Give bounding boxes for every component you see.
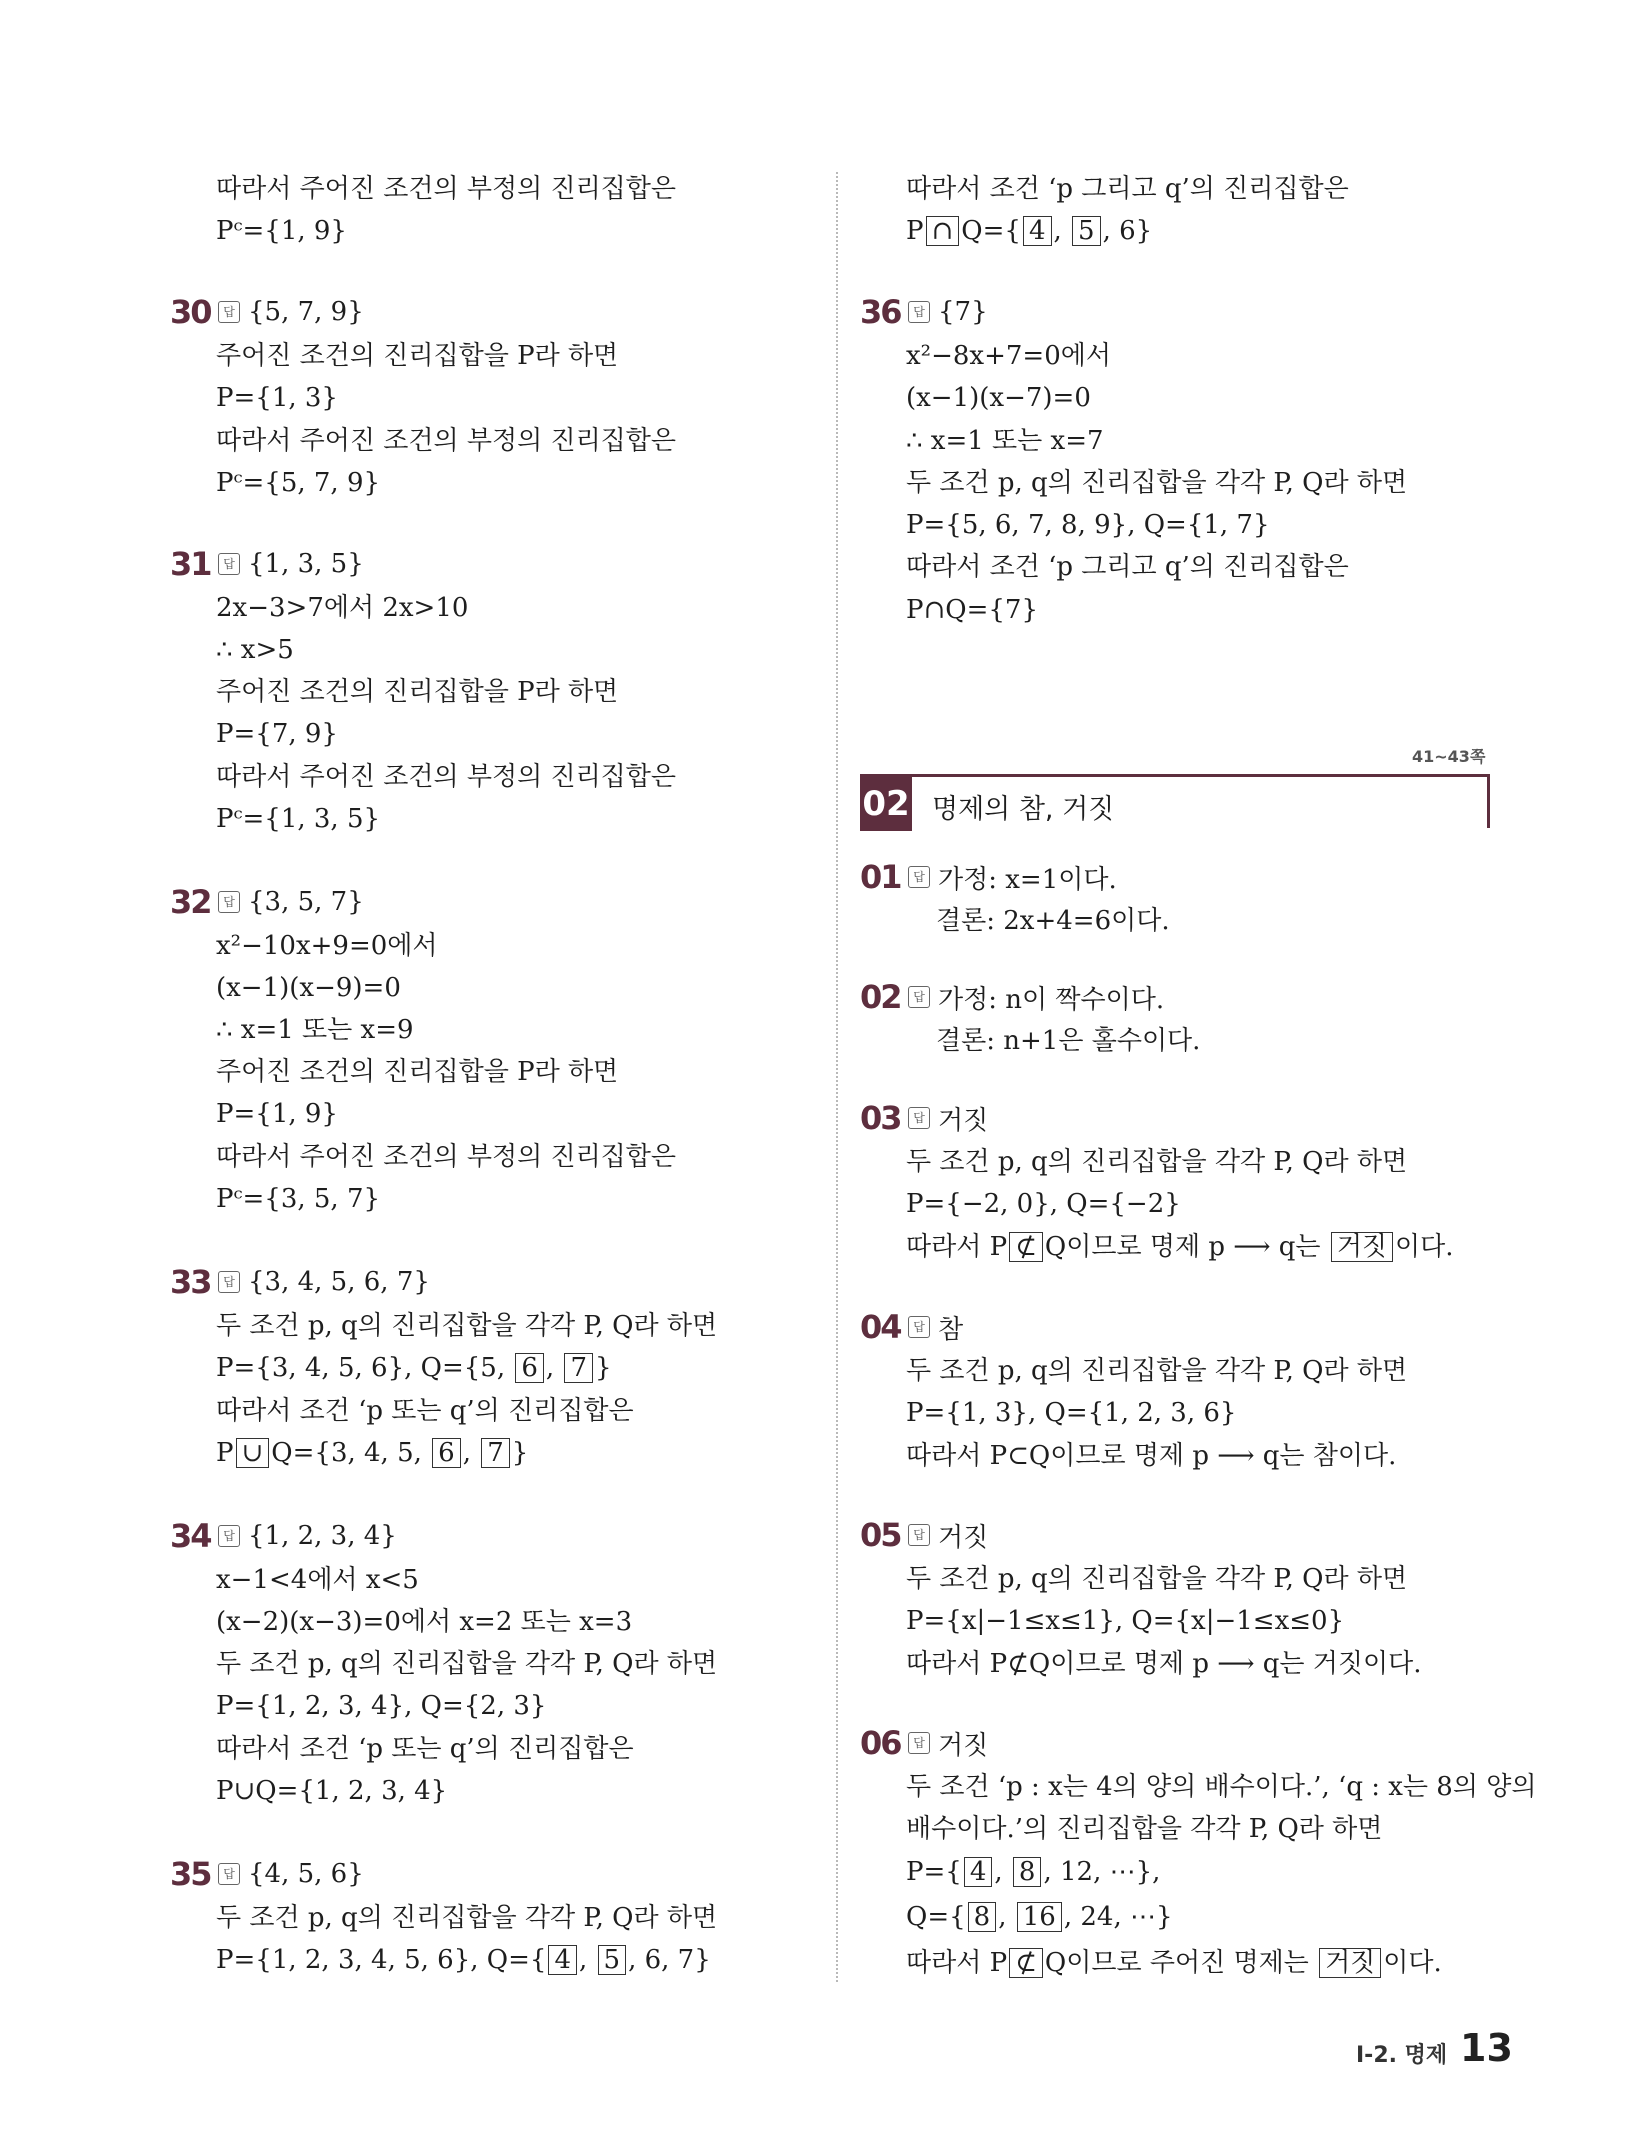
solution-line: 두 조건 p, q의 진리집합을 각각 P, Q라 하면 bbox=[216, 1311, 718, 1341]
solution-line: 2x−3>7에서 2x>10 bbox=[216, 593, 469, 623]
solution-line: ∴ x=1 또는 x=9 bbox=[216, 1015, 414, 1045]
answer-mark-icon: 답 bbox=[908, 1107, 930, 1129]
question-number: 30 bbox=[170, 293, 211, 331]
answer-mark-icon: 답 bbox=[908, 1732, 930, 1754]
section-title: 명제의 참, 거짓 bbox=[932, 794, 1115, 825]
solution-line: 따라서 주어진 조건의 부정의 진리집합은 bbox=[216, 174, 677, 204]
question-answer: {7} bbox=[938, 297, 988, 327]
solution-line: 따라서 조건 ‘p 또는 q’의 진리집합은 bbox=[216, 1734, 634, 1764]
solution-line: 따라서 조건 ‘p 또는 q’의 진리집합은 bbox=[216, 1396, 634, 1426]
solution-line: Pᶜ={1, 9} bbox=[216, 216, 347, 246]
solution-line: P={1, 2, 3, 4, 5, 6}, Q={ 4 , 5 , 6, 7} bbox=[216, 1945, 711, 1975]
answer-mark-icon: 답 bbox=[908, 301, 930, 323]
solution-line: Pᶜ={3, 5, 7} bbox=[216, 1184, 381, 1214]
footer-chapter-label: I-2. 명제 bbox=[1356, 2043, 1448, 2068]
question-number: 01 bbox=[860, 858, 901, 896]
solution-line: P={1, 3} bbox=[216, 383, 338, 413]
boxed-answer: 거짓 bbox=[1331, 1232, 1393, 1262]
boxed-answer: 6 bbox=[432, 1438, 461, 1468]
boxed-answer: 7 bbox=[481, 1438, 510, 1468]
question-number: 05 bbox=[860, 1516, 901, 1554]
column-divider bbox=[836, 172, 838, 1982]
question-number: 02 bbox=[860, 978, 901, 1016]
solution-line: P ∪ Q={3, 4, 5, 6 , 7 } bbox=[216, 1438, 529, 1468]
question-header bbox=[860, 293, 988, 331]
solution-line: x²−10x+9=0에서 bbox=[216, 931, 438, 961]
boxed-answer: 5 bbox=[598, 1945, 627, 1975]
question-number: 31 bbox=[170, 545, 211, 583]
boxed-answer: 5 bbox=[1072, 216, 1101, 246]
answer-mark-icon: 답 bbox=[218, 553, 240, 575]
solution-line: x−1<4에서 x<5 bbox=[216, 1565, 419, 1595]
boxed-answer: 4 bbox=[1023, 216, 1052, 246]
solution-line: ∴ x>5 bbox=[216, 635, 294, 665]
question-answer: 거짓 bbox=[938, 1105, 989, 1136]
solution-line: P={1, 3}, Q={1, 2, 3, 6} bbox=[906, 1398, 1237, 1428]
question-answer: {5, 7, 9} bbox=[248, 297, 364, 327]
question-header bbox=[170, 293, 364, 331]
section-number: 02 bbox=[860, 777, 912, 831]
solution-line: 따라서 P ⊄ Q이므로 주어진 명제는 거짓 이다. bbox=[906, 1948, 1442, 1978]
boxed-answer: ∪ bbox=[236, 1438, 270, 1468]
answer-mark-icon: 답 bbox=[908, 986, 930, 1008]
page-number: 13 bbox=[1460, 2026, 1513, 2070]
boxed-answer: 6 bbox=[515, 1353, 544, 1383]
boxed-answer: 4 bbox=[964, 1857, 993, 1887]
question-header bbox=[170, 883, 364, 921]
solution-line: Pᶜ={1, 3, 5} bbox=[216, 804, 381, 834]
solution-line: 따라서 주어진 조건의 부정의 진리집합은 bbox=[216, 426, 677, 456]
solution-line: 따라서 P⊄Q이므로 명제 p ⟶ q는 거짓이다. bbox=[906, 1649, 1422, 1679]
solution-line: P ∩ Q={ 4 , 5 , 6} bbox=[906, 216, 1153, 246]
solution-line: 두 조건 p, q의 진리집합을 각각 P, Q라 하면 bbox=[216, 1649, 718, 1679]
answer-mark-icon: 답 bbox=[218, 1525, 240, 1547]
solution-line: P={3, 4, 5, 6}, Q={5, 6 , 7 } bbox=[216, 1353, 612, 1383]
solution-line: 주어진 조건의 진리집합을 P라 하면 bbox=[216, 1057, 619, 1087]
solution-line: P={−2, 0}, Q={−2} bbox=[906, 1189, 1181, 1219]
answer-mark-icon: 답 bbox=[218, 1271, 240, 1293]
question-answer: {3, 4, 5, 6, 7} bbox=[248, 1267, 430, 1297]
question-answer: 가정: x=1이다. bbox=[938, 864, 1117, 895]
boxed-answer: 8 bbox=[1013, 1857, 1042, 1887]
solution-line: 결론: n+1은 홀수이다. bbox=[936, 1026, 1201, 1056]
boxed-answer: ⊄ bbox=[1009, 1232, 1043, 1262]
question-header bbox=[170, 1517, 397, 1555]
question-answer: 거짓 bbox=[938, 1522, 989, 1553]
answer-mark-icon: 답 bbox=[218, 301, 240, 323]
question-answer: {1, 2, 3, 4} bbox=[248, 1521, 397, 1551]
answer-mark-icon: 답 bbox=[218, 891, 240, 913]
solution-line: Q={ 8 , 16 , 24, ⋯} bbox=[906, 1902, 1173, 1932]
question-header bbox=[170, 1263, 430, 1301]
question-number: 33 bbox=[170, 1263, 211, 1301]
solution-line: P={5, 6, 7, 8, 9}, Q={1, 7} bbox=[906, 510, 1270, 540]
solution-line: 배수이다.’의 진리집합을 각각 P, Q라 하면 bbox=[906, 1814, 1383, 1844]
solution-line: 따라서 P ⊄ Q이므로 명제 p ⟶ q는 거짓 이다. bbox=[906, 1232, 1454, 1262]
solution-line: P={ 4 , 8 , 12, ⋯}, bbox=[906, 1857, 1161, 1887]
solution-line: P={x|−1≤x≤1}, Q={x|−1≤x≤0} bbox=[906, 1606, 1345, 1636]
question-answer: 참 bbox=[938, 1314, 964, 1345]
answer-mark-icon: 답 bbox=[908, 866, 930, 888]
question-number: 06 bbox=[860, 1724, 901, 1762]
solution-line: 따라서 조건 ‘p 그리고 q’의 진리집합은 bbox=[906, 174, 1349, 204]
question-answer: {4, 5, 6} bbox=[248, 1859, 364, 1889]
solution-line: 주어진 조건의 진리집합을 P라 하면 bbox=[216, 341, 619, 371]
solution-line: (x−1)(x−9)=0 bbox=[216, 973, 401, 1003]
solution-line: 주어진 조건의 진리집합을 P라 하면 bbox=[216, 677, 619, 707]
question-header bbox=[170, 1855, 364, 1893]
solution-line: 따라서 P⊂Q이므로 명제 p ⟶ q는 참이다. bbox=[906, 1441, 1397, 1471]
question-answer: {1, 3, 5} bbox=[248, 549, 364, 579]
answer-mark-icon: 답 bbox=[908, 1316, 930, 1338]
section-page-range: 41~43쪽 bbox=[1412, 747, 1486, 766]
question-header bbox=[860, 1308, 963, 1346]
solution-line: P∩Q={7} bbox=[906, 595, 1039, 625]
question-header bbox=[860, 978, 1164, 1016]
solution-line: P={1, 2, 3, 4}, Q={2, 3} bbox=[216, 1691, 547, 1721]
solution-line: 따라서 조건 ‘p 그리고 q’의 진리집합은 bbox=[906, 552, 1349, 582]
question-number: 04 bbox=[860, 1308, 901, 1346]
solution-line: Pᶜ={5, 7, 9} bbox=[216, 468, 381, 498]
solution-line: (x−1)(x−7)=0 bbox=[906, 383, 1091, 413]
solution-line: 두 조건 p, q의 진리집합을 각각 P, Q라 하면 bbox=[216, 1903, 718, 1933]
solution-line: 두 조건 p, q의 진리집합을 각각 P, Q라 하면 bbox=[906, 1356, 1408, 1386]
question-header bbox=[170, 545, 364, 583]
question-header bbox=[860, 858, 1117, 896]
solution-line: P={1, 9} bbox=[216, 1099, 338, 1129]
question-header bbox=[860, 1516, 988, 1554]
question-header bbox=[860, 1724, 988, 1762]
question-number: 32 bbox=[170, 883, 211, 921]
section-header bbox=[860, 774, 1490, 828]
boxed-answer: ⊄ bbox=[1009, 1948, 1043, 1978]
solution-line: P={7, 9} bbox=[216, 719, 338, 749]
answer-mark-icon: 답 bbox=[218, 1863, 240, 1885]
question-answer: 가정: n이 짝수이다. bbox=[938, 984, 1165, 1015]
solution-line: 두 조건 ‘p : x는 4의 양의 배수이다.’, ‘q : x는 8의 양의 bbox=[906, 1772, 1537, 1802]
question-number: 36 bbox=[860, 293, 901, 331]
question-number: 35 bbox=[170, 1855, 211, 1893]
solution-line: 두 조건 p, q의 진리집합을 각각 P, Q라 하면 bbox=[906, 1147, 1408, 1177]
boxed-answer: 4 bbox=[548, 1945, 577, 1975]
boxed-answer: 7 bbox=[564, 1353, 593, 1383]
solution-line: P∪Q={1, 2, 3, 4} bbox=[216, 1776, 448, 1806]
boxed-answer: 8 bbox=[968, 1902, 997, 1932]
answer-mark-icon: 답 bbox=[908, 1524, 930, 1546]
solution-line: 따라서 주어진 조건의 부정의 진리집합은 bbox=[216, 1142, 677, 1172]
solution-line: 두 조건 p, q의 진리집합을 각각 P, Q라 하면 bbox=[906, 1564, 1408, 1594]
question-answer: 거짓 bbox=[938, 1730, 989, 1761]
question-header bbox=[860, 1099, 988, 1137]
solution-line: 두 조건 p, q의 진리집합을 각각 P, Q라 하면 bbox=[906, 468, 1408, 498]
solution-line: ∴ x=1 또는 x=7 bbox=[906, 426, 1104, 456]
solution-line: 결론: 2x+4=6이다. bbox=[936, 906, 1170, 936]
boxed-answer: ∩ bbox=[926, 216, 960, 246]
solution-line: 따라서 주어진 조건의 부정의 진리집합은 bbox=[216, 762, 677, 792]
question-number: 34 bbox=[170, 1517, 211, 1555]
solution-line: (x−2)(x−3)=0에서 x=2 또는 x=3 bbox=[216, 1607, 633, 1637]
solution-line: x²−8x+7=0에서 bbox=[906, 341, 1111, 371]
boxed-answer: 거짓 bbox=[1319, 1948, 1381, 1978]
question-number: 03 bbox=[860, 1099, 901, 1137]
question-answer: {3, 5, 7} bbox=[248, 887, 364, 917]
boxed-answer: 16 bbox=[1017, 1902, 1062, 1932]
